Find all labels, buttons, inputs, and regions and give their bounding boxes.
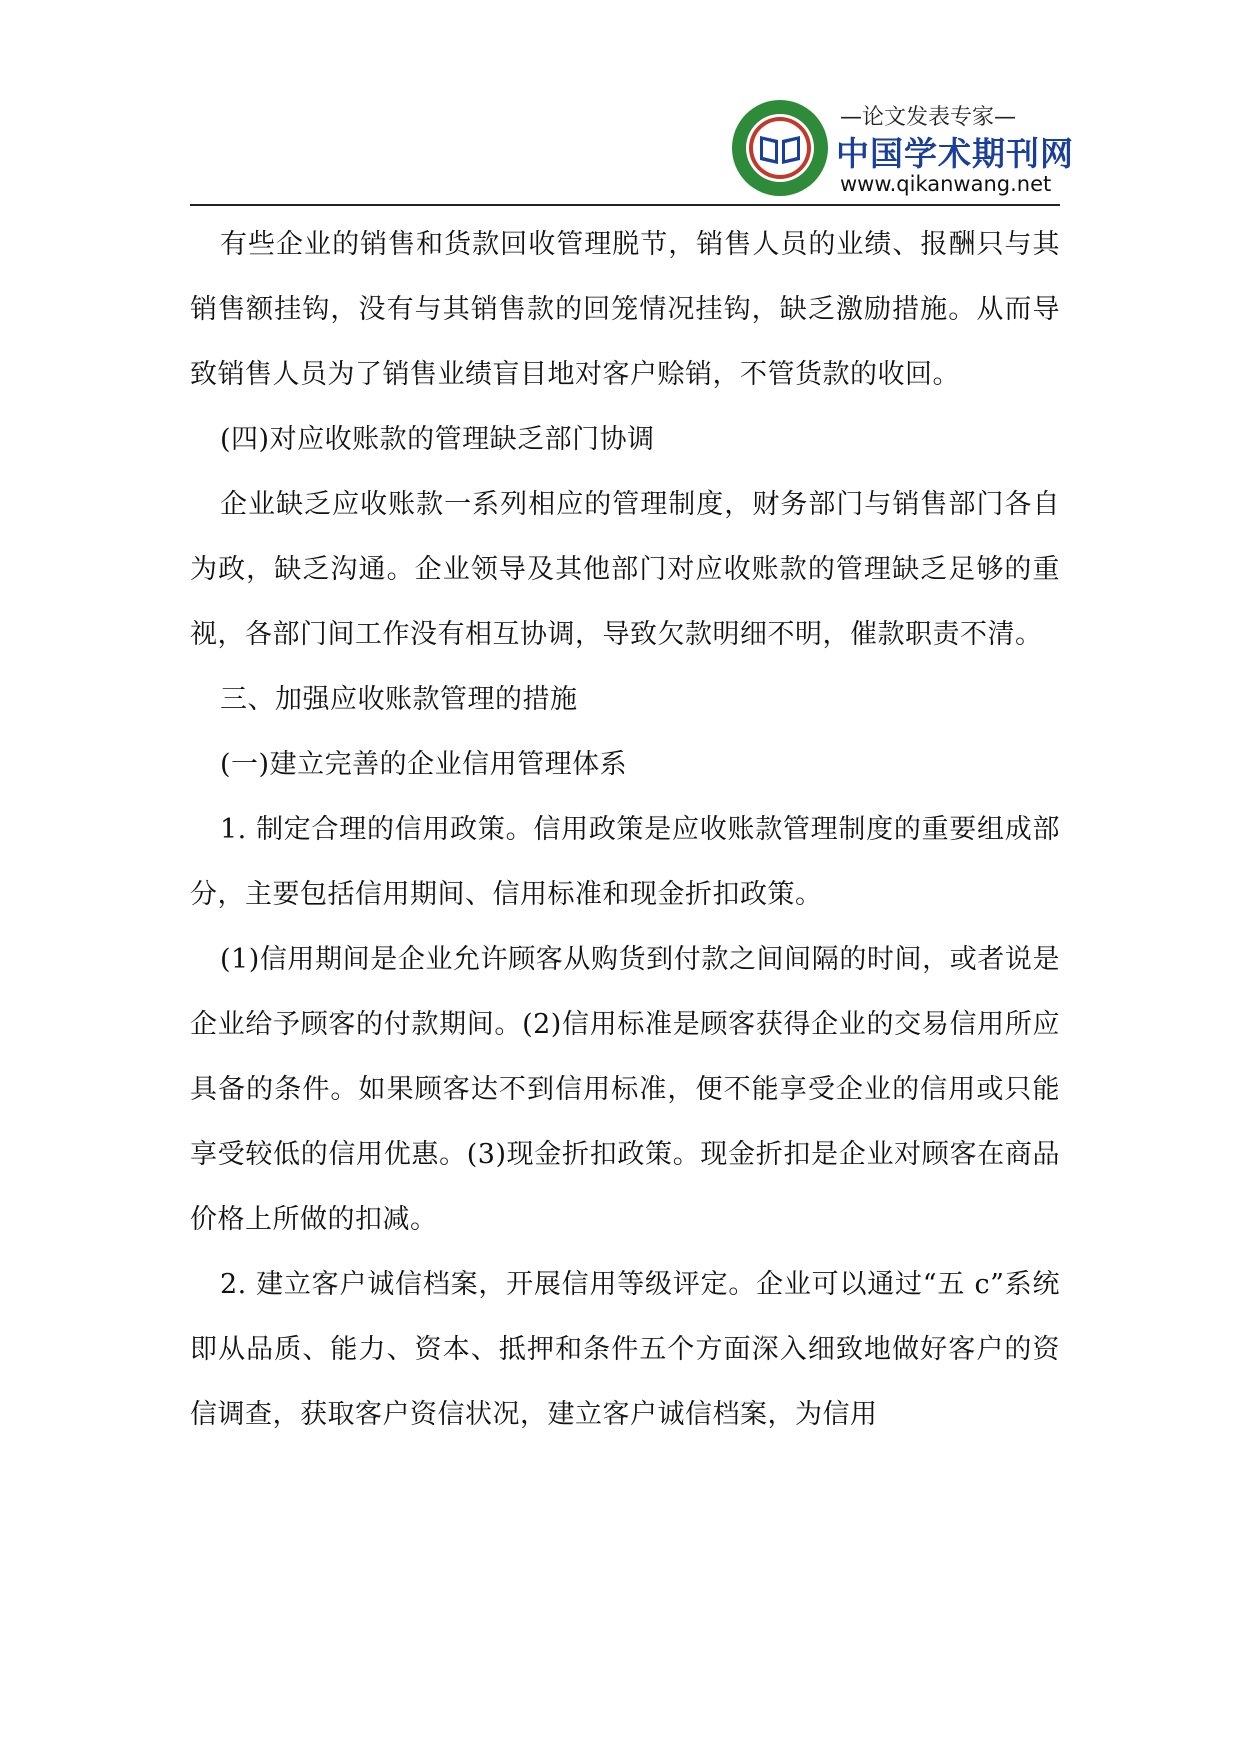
document-body xyxy=(190,212,1060,1447)
paragraph: 2. 建立客户诚信档案，开展信用等级评定。企业可以通过“五 c”系统即从品质、能力、资本、抵押和条件五个方面深入细致地做好客户的资信调查，获取客户资信状况，建立客户诚信档案，为信用 xyxy=(190,1269,1060,1430)
page-header xyxy=(190,92,1074,204)
section-heading: (一)建立完善的企业信用管理体系 xyxy=(220,749,628,780)
publisher-website: www.qikanwang.net xyxy=(840,172,1052,196)
section-heading: (四)对应收账款的管理缺乏部门协调 xyxy=(220,424,655,455)
publisher-logo xyxy=(730,92,1074,204)
publisher-brand: 中国学术期刊网 xyxy=(836,134,1074,173)
section-heading: 三、加强应收账款管理的措施 xyxy=(220,684,578,715)
paragraph: 1. 制定合理的信用政策。信用政策是应收账款管理制度的重要组成部分，主要包括信用期间、信用标准和现金折扣政策。 xyxy=(190,814,1060,910)
publisher-tagline: —论文发表专家— xyxy=(840,105,1017,130)
paragraph: (1)信用期间是企业允许顾客从购货到付款之间间隔的时间，或者说是企业给予顾客的付款期间。(2)信用标准是顾客获得企业的交易信用所应具备的条件。如果顾客达不到信用标准，便不能享受企业的信用或只能享受较低的信用优惠。(3)现金折扣政策。现金折扣是企业对顾客在商品价格上所做的扣减。 xyxy=(190,944,1060,1235)
paragraph: 企业缺乏应收账款一系列相应的管理制度，财务部门与销售部门各自为政，缺乏沟通。企业领导及其他部门对应收账款的管理缺乏足够的重视，各部门间工作没有相互协调，导致欠款明细不明，催款职责不清。 xyxy=(190,489,1060,650)
header-divider xyxy=(190,204,1060,206)
paragraph: 有些企业的销售和货款回收管理脱节，销售人员的业绩、报酬只与其销售额挂钩，没有与其销售款的回笼情况挂钩，缺乏激励措施。从而导致销售人员为了销售业绩盲目地对客户赊销，不管货款的收回。 xyxy=(190,229,1060,390)
book-emblem-icon xyxy=(730,98,830,198)
